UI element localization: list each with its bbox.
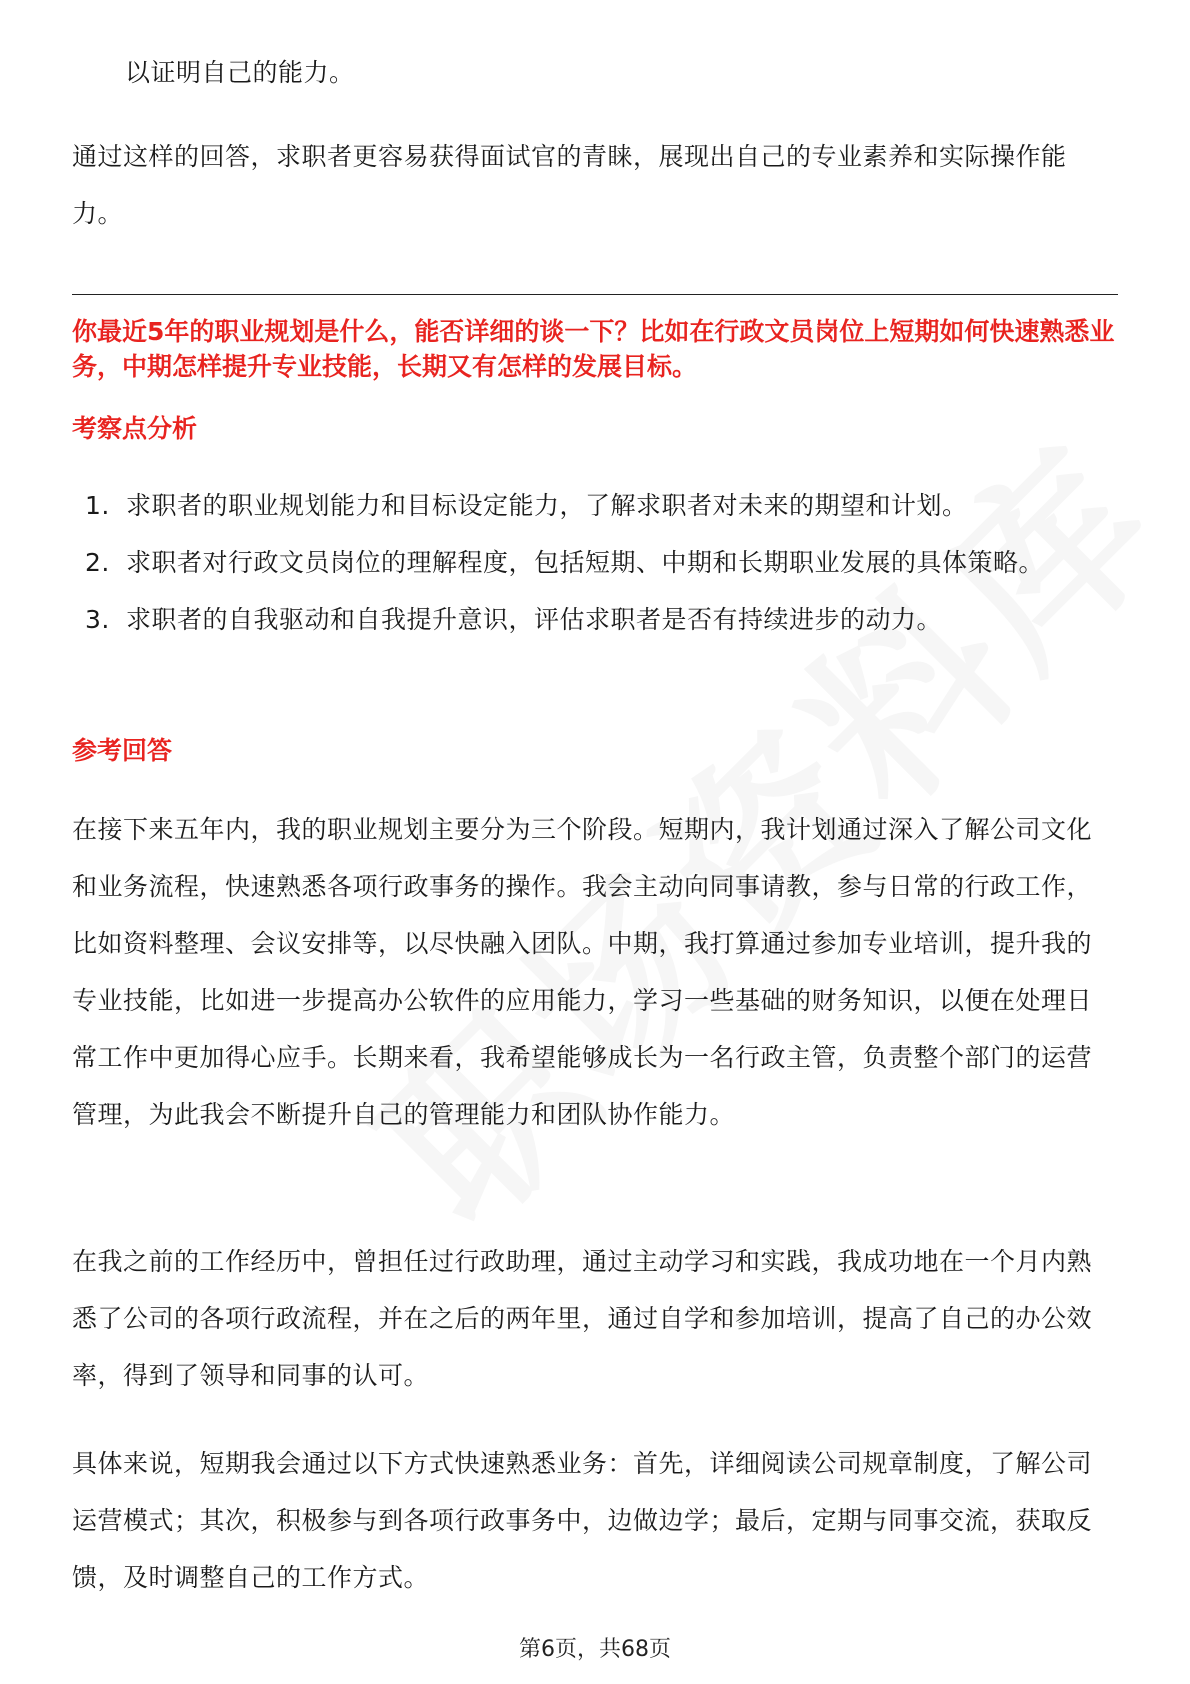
list-text: 求职者对行政文员岗位的理解程度，包括短期、中期和长期职业发展的具体策略。	[126, 548, 1045, 577]
answer-paragraph: 在接下来五年内，我的职业规划主要分为三个阶段。短期内，我计划通过深入了解公司文化和业务流程，快速熟悉各项行政事务的操作。我会主动向同事请教，参与日常的行政工作，比如资料整理、会议安排等，以尽快融入团队。中期，我打算通过参加专业培训，提升我的专业技能，比如进一步提高办公软件的应用能力，学习一些基础的财务知识，以便在处理日常工作中更加得心应手。长期来看，我希望能够成长为一名行政主管，负责整个部门的运营管理，为此我会不断提升自己的管理能力和团队协作能力。	[72, 815, 1093, 1129]
list-text: 求职者的职业规划能力和目标设定能力，了解求职者对未来的期望和计划。	[126, 491, 968, 520]
reference-title: 参考回答	[72, 736, 173, 765]
page-number: 第6页，共68页	[519, 1637, 671, 1662]
analysis-list	[85, 477, 1125, 648]
answer-paragraph: 具体来说，短期我会通过以下方式快速熟悉业务：首先，详细阅读公司规章制度，了解公司运营模式；其次，积极参与到各项行政事务中，边做边学；最后，定期与同事交流，获取反馈，及时调整自己的工作方式。	[72, 1449, 1093, 1592]
list-number: 1.	[85, 491, 110, 520]
list-item	[85, 477, 1125, 534]
list-item	[85, 534, 1125, 591]
previous-answer-tail: 以证明自己的能力。	[125, 58, 355, 87]
conclusion-paragraph: 通过这样的回答，求职者更容易获得面试官的青睐，展现出自己的专业素养和实际操作能力。	[72, 142, 1067, 228]
list-item	[85, 591, 1125, 648]
list-text: 求职者的自我驱动和自我提升意识，评估求职者是否有持续进步的动力。	[126, 605, 943, 634]
answer-paragraph: 在我之前的工作经历中，曾担任过行政助理，通过主动学习和实践，我成功地在一个月内熟悉了公司的各项行政流程，并在之后的两年里，通过自学和参加培训，提高了自己的办公效率，得到了领导和同事的认可。	[72, 1247, 1093, 1390]
question-heading: 你最近5年的职业规划是什么，能否详细的谈一下？比如在行政文员岗位上短期如何快速熟悉业务，中期怎样提升专业技能，长期又有怎样的发展目标。	[72, 317, 1115, 381]
analysis-title: 考察点分析	[72, 414, 198, 443]
list-number: 2.	[85, 548, 110, 577]
section-divider	[72, 294, 1118, 295]
list-number: 3.	[85, 605, 110, 634]
